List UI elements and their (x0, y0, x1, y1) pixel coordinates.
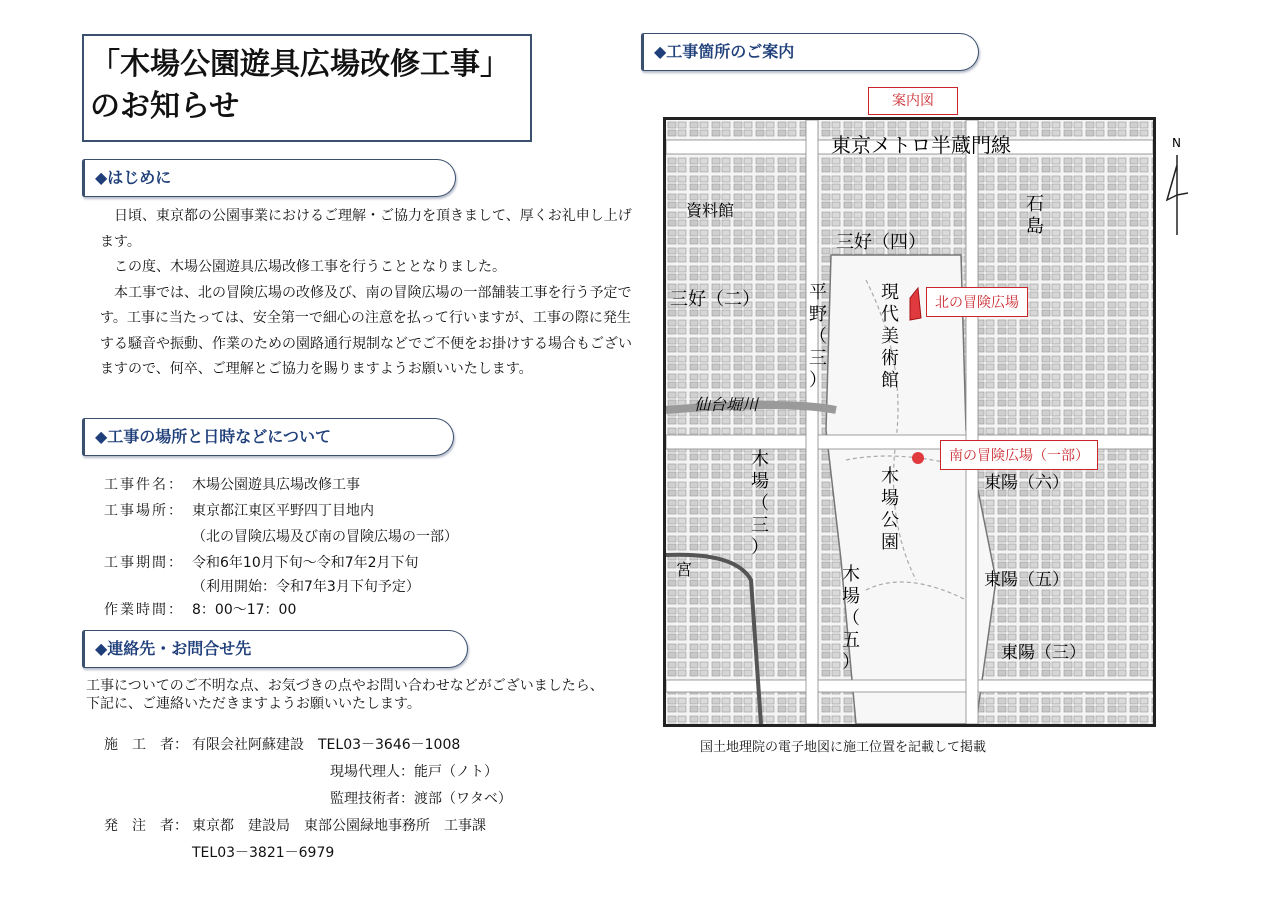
notice-title: 「木場公園遊具広場改修工事」 (90, 47, 510, 82)
map-road-east (966, 120, 978, 724)
section-place-time: ◆工事の場所と日時などについて (82, 418, 454, 456)
intro-paragraph-3: 本工事では、北の冒険広場の改修及び、南の冒険広場の一部舗装工事を行う予定です。工事に当たっては、安全第一で細心の注意を払って行いますが、工事の際に発生する騒音や振動、作業のための園路通行規制などでご不便をお掛けする場合もございますので、何卒、ご理解とご協力を賜りますようお願いいたします。 (100, 284, 632, 377)
client-row (104, 813, 486, 839)
label-mot: 現代美術館 (881, 282, 899, 391)
contact-intro-line2: 下記に、ご連絡いただきますようお願いいたします。 (86, 696, 421, 712)
label-kiba-5: 木場（五） (842, 564, 860, 673)
detail-place-value: 東京都江東区平野四丁目地内 (192, 503, 374, 519)
detail-place-row (104, 498, 374, 524)
south-adventure-plaza-label: 南の冒険広場（一部） (940, 440, 1098, 470)
map-road-west (806, 120, 818, 724)
north-adventure-plaza-label: 北の冒険広場 (926, 287, 1028, 317)
detail-hours-value: 8：00～17：00 (192, 602, 297, 618)
label-miyoshi-4: 三好（四） (836, 232, 926, 253)
detail-name-row (104, 472, 360, 498)
label-ishijima: 石島 (1026, 194, 1044, 237)
label-kiba-park: 木場公園 (881, 466, 899, 553)
north-arrow-icon (1162, 135, 1192, 245)
intro-paragraph-1: 日頃、東京都の公園事業におけるご理解・ご協力を頂きまして、厚くお礼申し上げます。 (100, 208, 632, 250)
map-caption: 国土地理院の電子地図に施工位置を記載して掲載 (700, 740, 987, 755)
label-sendaibori-river: 仙台堀川 (694, 395, 759, 414)
label-hirano-3: 平野（三） (809, 282, 827, 391)
detail-period-value: 令和6年10月下旬～令和7年2月下旬 (192, 555, 419, 571)
label-miyoshi-2: 三好（二） (670, 289, 760, 310)
intro-text (100, 204, 640, 383)
supervisor: 監理技術者：渡部（ワタベ） (330, 791, 512, 807)
label-miya: 宮 (676, 560, 693, 579)
label-toyo-3: 東陽（三） (1001, 643, 1086, 663)
detail-place-label: 工事場所： (104, 503, 184, 519)
label-toyo-6: 東陽（六） (984, 473, 1069, 493)
detail-period-row (104, 550, 419, 576)
detail-hours-row (104, 597, 296, 623)
south-area-marker (912, 452, 924, 464)
north-label: N (1172, 136, 1181, 150)
label-metro-line: 東京メトロ半蔵門線 (831, 133, 1011, 157)
detail-period-note: （利用開始：令和7年3月下旬予定） (192, 579, 420, 595)
contact-intro-line1: 工事についてのご不明な点、お気づきの点やお問い合わせなどがございましたら、 (86, 678, 604, 694)
location-map (663, 117, 1156, 727)
detail-name-value: 木場公園遊具広場改修工事 (192, 477, 360, 493)
detail-place-note: （北の冒険広場及び南の冒険広場の一部） (192, 529, 458, 545)
client-label: 発 注 者： (104, 818, 188, 834)
client-tel: TEL03－3821－6979 (192, 845, 335, 861)
map-svg (666, 120, 1153, 724)
detail-name-label: 工事件名： (104, 477, 184, 493)
label-toyo-5: 東陽（五） (984, 570, 1069, 590)
contractor-label: 施 工 者： (104, 737, 188, 753)
site-agent: 現場代理人：能戸（ノト） (330, 764, 498, 780)
map-road-south (666, 680, 1153, 692)
guide-map-label: 案内図 (868, 87, 958, 115)
detail-hours-label: 作業時間： (104, 602, 184, 618)
contractor-value: 有限会社阿蘇建設 TEL03－3646－1008 (192, 737, 461, 753)
notice-subtitle: のお知らせ (90, 89, 240, 124)
section-contact: ◆連絡先・お問合せ先 (82, 630, 468, 668)
detail-period-label: 工事期間： (104, 555, 184, 571)
contractor-row (104, 732, 460, 758)
notice-title-box (82, 34, 532, 142)
intro-paragraph-2: この度、木場公園遊具広場改修工事を行うこととなりました。 (100, 259, 506, 275)
label-archive: 資料館 (686, 201, 735, 220)
section-map: ◆工事箇所のご案内 (641, 33, 979, 71)
client-value: 東京都 建設局 東部公園緑地事務所 工事課 (192, 818, 486, 834)
section-intro: ◆はじめに (82, 159, 456, 197)
label-kiba-3: 木場（三） (751, 449, 769, 558)
